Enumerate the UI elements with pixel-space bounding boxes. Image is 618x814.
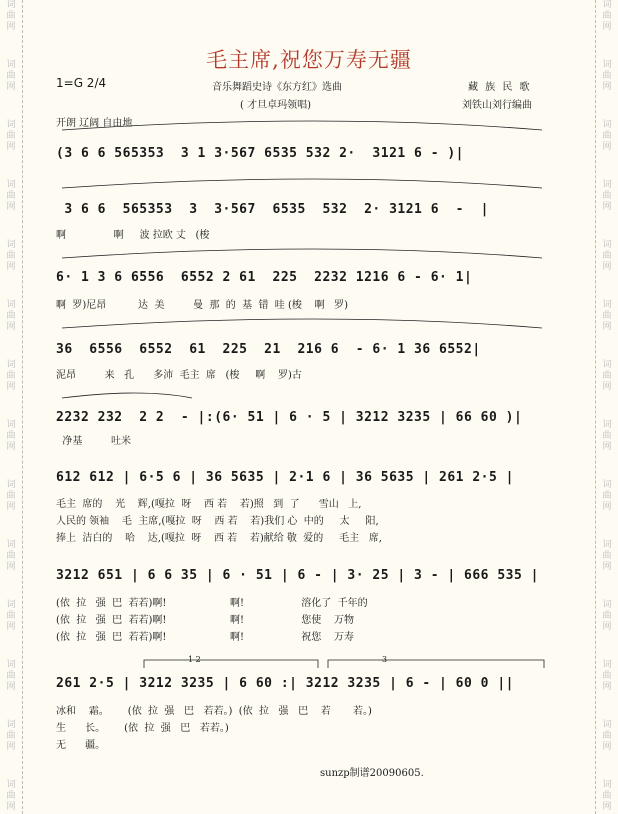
watermark-glyph-stack: 词 曲 网 <box>6 0 16 32</box>
watermark-glyph-stack: 词 曲 网 <box>6 720 16 752</box>
watermark-glyph-stack: 词 曲 网 <box>602 660 612 692</box>
watermark-glyph-stack: 词 曲 网 <box>6 120 16 152</box>
watermark-glyph-stack: 词 曲 网 <box>602 240 612 272</box>
watermark-glyph-stack: 词 曲 网 <box>602 600 612 632</box>
key-signature: 1=G 2/4 <box>56 76 107 90</box>
lyric-line-9: (依 拉 强 巴 若若)啊! 啊! 您使 万物 <box>56 615 354 626</box>
watermark-glyph-stack: 词 曲 网 <box>6 60 16 92</box>
watermark-glyph-stack: 词 曲 网 <box>602 120 612 152</box>
slur <box>62 249 542 258</box>
lyric-line-11: 冰和 霜。 (依 拉 强 巴 若若。) (依 拉 强 巴 若 若。) <box>56 706 372 717</box>
watermark-glyph-stack: 词 曲 网 <box>6 420 16 452</box>
watermark-glyph-stack: 词 曲 网 <box>602 0 612 32</box>
genre-note: 藏 族 民 歌 <box>468 82 532 93</box>
volta-1-bracket <box>144 660 318 668</box>
watermark-glyph-stack: 词 曲 网 <box>6 540 16 572</box>
lyric-line-4: 净基 吐米 <box>56 436 131 447</box>
lyric-line-7: 捧上 洁白的 哈 达,(嘎拉 呀 西 若 若)献给 敬 爱的 毛主 席, <box>56 533 382 544</box>
watermark-glyph-stack: 词 曲 网 <box>6 240 16 272</box>
notation-line-6: 612 612 | 6·5 6 | 36 5635 | 2·1 6 | 36 5635 | 261 2·5 | <box>56 470 514 485</box>
volta-2-bracket <box>328 660 544 668</box>
slur <box>62 319 542 328</box>
slur <box>62 121 542 130</box>
notation-line-7: 3212 651 | 6 6 35 | 6 · 51 | 6 - | 3· 25 | 3 - | 666 535 | <box>56 568 539 583</box>
watermark-glyph-stack: 词 曲 网 <box>6 600 16 632</box>
watermark-glyph-stack: 词 曲 网 <box>6 480 16 512</box>
watermark-glyph-stack: 词 曲 网 <box>602 420 612 452</box>
watermark-glyph-stack: 词 曲 网 <box>6 300 16 332</box>
singer-note: ( 才旦卓玛领唱) <box>240 100 311 111</box>
watermark-glyph-stack: 词 曲 网 <box>602 480 612 512</box>
lyric-line-13: 无 疆。 <box>56 740 106 751</box>
lyric-line-8: (依 拉 强 巴 若若)啊! 啊! 溶化了 千年的 <box>56 598 368 609</box>
lyric-line-3: 泥昂 来 孔 多沛 毛主 席 (梭 啊 罗)古 <box>56 370 302 381</box>
watermark-glyph-stack: 词 曲 网 <box>602 60 612 92</box>
watermark-glyph-stack: 词 曲 网 <box>6 780 16 812</box>
transcriber-credit: sunzp制谱20090605. <box>320 768 424 779</box>
score-sheet <box>22 0 596 814</box>
watermark-glyph-stack: 词 曲 网 <box>602 540 612 572</box>
notation-line-5: 2232 232 2 2 - |:(6· 51 | 6 · 5 | 3212 3235 | 66 60 )| <box>56 410 523 425</box>
watermark-glyph-stack: 词 曲 网 <box>602 180 612 212</box>
watermark-glyph-stack: 词 曲 网 <box>602 720 612 752</box>
slur <box>62 393 192 398</box>
slur <box>62 179 542 188</box>
lyric-line-10: (依 拉 强 巴 若若)啊! 啊! 祝您 万寿 <box>56 632 354 643</box>
lyric-line-1: 啊 啊 波 拉欧 丈 (梭 <box>56 230 210 241</box>
tempo-marking: 开朗 辽阔 自由地 <box>56 118 133 129</box>
notation-line-4: 36 6556 6552 61 225 21 216 6 - 6· 1 36 6552| <box>56 342 481 357</box>
notation-line-3: 6· 1 3 6 6556 6552 2 61 225 2232 1216 6 - 6· 1| <box>56 270 473 285</box>
lyric-line-6: 人民的 领袖 毛 主席,(嘎拉 呀 西 若 若)我们 心 中的 太 阳, <box>56 516 379 527</box>
watermark-glyph-stack: 词 曲 网 <box>602 780 612 812</box>
volta-1-label: 1 2 <box>188 655 201 664</box>
watermark-glyph-stack: 词 曲 网 <box>6 360 16 392</box>
volta-2-label: 3 <box>382 655 388 664</box>
source-note: 音乐舞蹈史诗《东方红》选曲 <box>212 82 342 93</box>
notation-line-8: 261 2·5 | 3212 3235 | 6 60 :| 3212 3235 | 6 - | 60 0 || <box>56 676 514 691</box>
lyric-line-2: 啊 罗)尼昂 达 美 曼 那 的 基 错 哇 (梭 啊 罗) <box>56 300 349 311</box>
watermark-glyph-stack: 词 曲 网 <box>602 360 612 392</box>
notation-line-2: 3 6 6 565353 3 3·567 6535 532 2· 3121 6 - | <box>56 202 489 217</box>
lyric-line-12: 生 长。 (依 拉 强 巴 若若。) <box>56 723 229 734</box>
watermark-glyph-stack: 词 曲 网 <box>6 660 16 692</box>
watermark-glyph-stack: 词 曲 网 <box>602 300 612 332</box>
lyric-line-5: 毛主 席的 光 辉,(嘎拉 呀 西 若 若)照 到 了 雪山 上, <box>56 499 362 510</box>
watermark-glyph-stack: 词 曲 网 <box>6 180 16 212</box>
arranger-note: 刘铁山刘行编曲 <box>462 100 532 111</box>
notation-line-1: (3 6 6 565353 3 1 3·567 6535 532 2· 3121 6 - )| <box>56 146 465 161</box>
song-title: 毛主席,祝您万寿无疆 <box>206 48 412 72</box>
